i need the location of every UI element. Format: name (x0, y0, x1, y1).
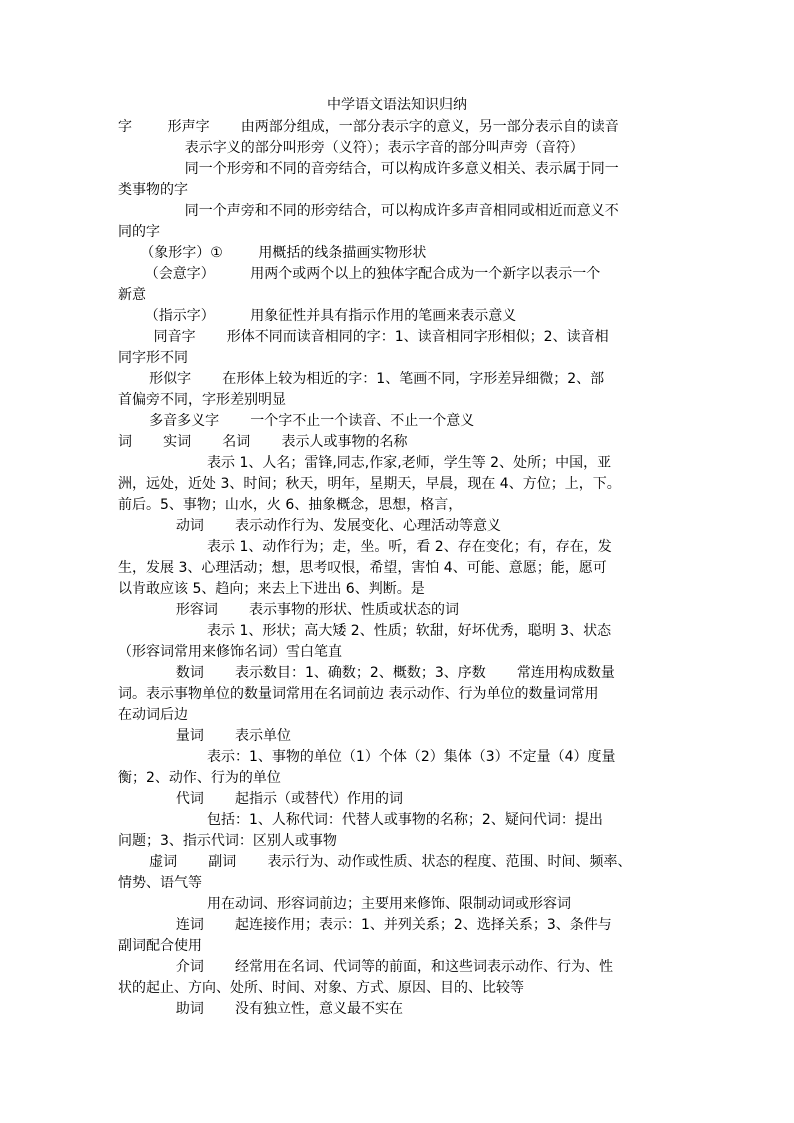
text-line: 首偏旁不同，字形差别明显 (118, 392, 286, 408)
text-line: 连词 起连接作用；表示：1、并列关系；2、选择关系；3、条件与 (118, 917, 612, 933)
text-line: 代词 起指示（或替代）作用的词 (118, 791, 404, 807)
text-line: 量词 表示单位 (118, 728, 292, 744)
text-line: 表示 1、动作行为；走，坐。听，看 2、存在变化；有，存在，发 (118, 539, 612, 555)
text-line: 类事物的字 (118, 182, 188, 198)
text-line: 词 实词 名词 表示人或事物的名称 (118, 434, 408, 450)
text-line: 包括：1、人称代词：代替人或事物的名称；2、疑问代词：提出 (118, 812, 603, 828)
text-line: 前后。5、事物；山水，火 6、抽象概念，思想，格言， (118, 497, 463, 513)
text-line: 情势、语气等 (118, 875, 202, 891)
page-title: 中学语文语法知识归纳 (327, 97, 467, 113)
text-line: （指示字） 用象征性并具有指示作用的笔画来表示意义 (118, 308, 517, 324)
text-line: 新意 (118, 287, 146, 303)
text-line: 洲，远处，近处 3、时间；秋天，明年，星期天，早晨，现在 4、方位；上，下。 (118, 476, 621, 492)
text-line: 问题；3、指示代词：区别人或事物 (118, 833, 337, 849)
text-line: 同的字 (118, 224, 160, 240)
text-line: 表示字义的部分叫形旁（义符）；表示字音的部分叫声旁（音符） (118, 140, 584, 156)
text-line: 用在动词、形容词前边；主要用来修饰、限制动词或形容词 (118, 896, 572, 912)
text-line: 表示 1、人名；雷锋,同志,作家,老师，学生等 2、处所；中国，亚 (118, 455, 612, 471)
text-line: 在动词后边 (118, 707, 188, 723)
text-line: 数词 表示数目：1、确数；2、概数；3、序数 常连用构成数量 (118, 665, 615, 681)
text-line: 同一个声旁和不同的形旁结合，可以构成许多声音相同或相近而意义不 (118, 203, 619, 219)
text-line: 动词 表示动作行为、发展变化、心理活动等意义 (118, 518, 502, 534)
text-line: 生，发展 3、心理活动；想，思考叹恨，希望，害怕 4、可能、意愿；能，愿可 (118, 560, 607, 576)
text-line: 表示：1、事物的单位（1）个体（2）集体（3）不定量（4）度量 (118, 749, 616, 765)
text-line: （会意字） 用两个或两个以上的独体字配合成为一个新字以表示一个 (118, 266, 601, 282)
text-line: 助词 没有独立性，意义最不实在 (118, 1001, 404, 1017)
text-line: 虚词 副词 表示行为、动作或性质、状态的程度、范围、时间、频率、 (118, 854, 632, 870)
text-line: 词。表示事物单位的数量词常用在名词前边 表示动作、行为单位的数量词常用 (118, 686, 599, 702)
text-line: 介词 经常用在名词、代词等的前面，和这些词表示动作、行为、性 (118, 959, 614, 975)
text-line: 同字形不同 (118, 350, 188, 366)
text-line: 字 形声字 由两部分组成，一部分表示字的意义，另一部分表示自的读音 (118, 119, 619, 135)
text-line: 表示 1、形状；高大矮 2、性质；软甜，好坏优秀，聪明 3、状态 (118, 623, 612, 639)
text-line: 状的起止、方向、处所、时间、对象、方式、原因、目的、比较等 (118, 980, 524, 996)
text-line: 同音字 形体不同而读音相同的字：1、读音相同字形相似；2、读音相 (118, 329, 609, 345)
text-line: 同一个形旁和不同的音旁结合，可以构成许多意义相关、表示属于同一 (118, 161, 619, 177)
text-line: 形似字 在形体上较为相近的字：1、笔画不同，字形差异细微；2、部 (118, 371, 605, 387)
text-line: 衡；2、动作、行为的单位 (118, 770, 281, 786)
text-line: 以肯敢应该 5、趋向；来去上下进出 6、判断。是 (118, 581, 425, 597)
text-line: （形容词常用来修饰名词）雪白笔直 (118, 644, 342, 660)
text-line: （象形字）① 用概括的线条描画实物形状 (118, 245, 427, 261)
text-line: 副词配合使用 (118, 938, 202, 954)
text-line: 形容词 表示事物的形状、性质或状态的词 (118, 602, 460, 618)
text-line: 多音多义字 一个字不止一个读音、不止一个意义 (118, 413, 475, 429)
